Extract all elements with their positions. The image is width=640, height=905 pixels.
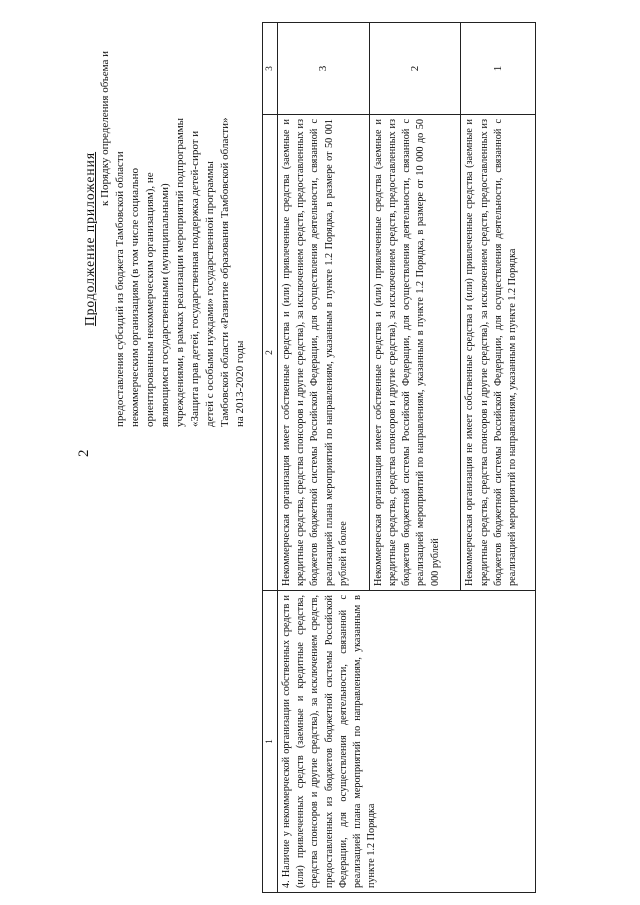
appendix-heading-line: учреждениями, в рамках реализации мероприятий подпрограммы bbox=[174, 117, 186, 427]
appendix-heading-line: ориентированным некоммерческим организациям), не bbox=[144, 172, 156, 427]
appendix-heading-line: к Порядку определения объема и bbox=[99, 51, 111, 206]
criterion-description: Некоммерческая организация не имеет собственные средства и (или) привлеченные средства (заемные и кредитные средства, средства спонсоров и другие средства), за исключением средств, предоставленных из бюджетов бюджетной системы Российской Федерации, для осуществления деятельности, связанной с реализацией мероприятий по направлениям, указанным в пункте 1.2 Порядка bbox=[461, 115, 536, 591]
criterion-score: 2 bbox=[369, 23, 461, 115]
column-number: 3 bbox=[263, 23, 278, 115]
appendix-heading-line: детей с особыми нуждами» государственной программы bbox=[204, 161, 216, 427]
appendix-heading-line: предоставления субсидий из бюджета Тамбовской области bbox=[114, 151, 126, 427]
appendix-heading-line: являющимся государственными (муниципальными) bbox=[159, 183, 171, 427]
appendix-heading-line: некоммерческим организациям (в том числе социально bbox=[129, 167, 141, 427]
criterion-description: Некоммерческая организация имеет собственные средства и (или) привлеченные средства (заемные и кредитные средства, средства спонсоров и другие средства), за исключением средств, предоставленных из бюджетов бюджетной системы Российской Федерации, для осуществления деятельности, связанной с реализацией мероприятий по направлениям, указанным в пункте 1.2 Порядка, в размере от 10 000 до 50 000 рублей bbox=[369, 115, 461, 591]
page-number: 2 bbox=[76, 449, 92, 457]
column-number: 1 bbox=[263, 591, 278, 893]
criterion-score: 3 bbox=[278, 23, 370, 115]
appendix-heading-line: «Защита прав детей, государственная поддержка детей-сирот и bbox=[189, 130, 201, 427]
appendix-heading-line: на 2013-2020 годы bbox=[234, 340, 246, 427]
appendix-title: Продолжение приложения bbox=[82, 151, 97, 327]
column-number-row bbox=[263, 23, 278, 893]
appendix-heading-line: Тамбовской области «Развитие образования Тамбовской области» bbox=[219, 117, 231, 427]
criterion-score: 1 bbox=[461, 23, 536, 115]
criterion-description: Некоммерческая организация имеет собственные средства и (или) привлеченные средства (заемные и кредитные средства, средства спонсоров и другие средства), за исключением средств, предоставленных из бюджетов бюджетной системы Российской Федерации, для осуществления деятельности, связанной с реализацией плана мероприятий по направлениям, указанным в пункте 1.2 Порядка, в размере от 50 001 рублей и более bbox=[278, 115, 370, 591]
criteria-table bbox=[262, 22, 536, 893]
criterion-cell: 4. Наличие у некоммерческой организации собственных средств и (или) привлеченных средств (заемные и кредитные средства, средства спонсоров и другие средства), за исключением средств, предоставленных из бюджетов бюджетной системы Российской Федерации, для осуществления деятельности, связанной с реализацией плана мероприятий по направлениям, указанным в пункте 1.2 Порядка bbox=[278, 591, 536, 893]
table-row bbox=[278, 23, 370, 893]
appendix-heading bbox=[82, 51, 248, 427]
column-number: 2 bbox=[263, 115, 278, 591]
